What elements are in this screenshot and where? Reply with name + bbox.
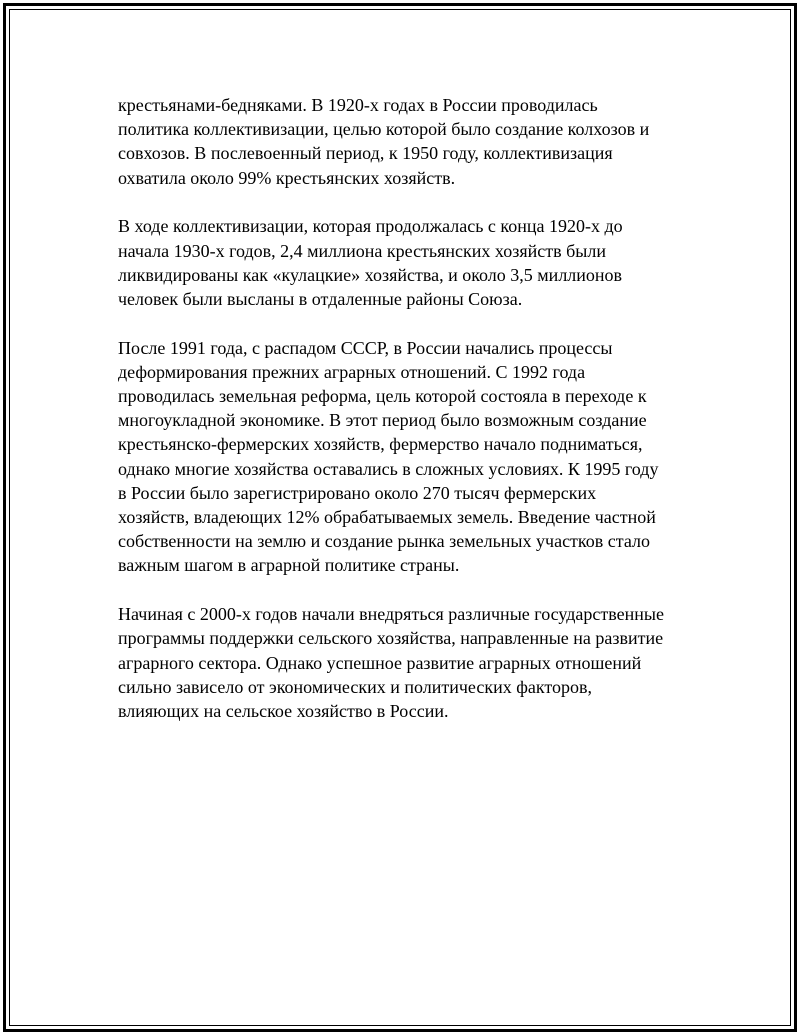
text-line: политика коллективизации, целью которой было создание колхозов и (118, 119, 650, 140)
text-line: сильно зависело от экономических и политических факторов, (118, 676, 593, 697)
text-line: После 1991 года, с распадом СССР, в России начались процессы (118, 337, 613, 358)
text-line: в России было зарегистрировано около 270 тысяч фермерских (118, 482, 597, 503)
text-line: однако многие хозяйства оставались в сложных условиях. К 1995 году (118, 458, 659, 479)
text-line: Начиная с 2000-х годов начали внедряться различные государственные (118, 604, 665, 625)
paragraph-2 (118, 214, 708, 311)
text-line: деформирования прежних аграрных отношений. С 1992 года (118, 361, 586, 382)
text-line: программы поддержки сельского хозяйства, направленные на развитие (118, 628, 664, 649)
paragraph-3 (118, 336, 708, 578)
paragraph-4 (118, 602, 708, 723)
text-line: проводилась земельная реформа, цель которой состояла в переходе к (118, 386, 647, 407)
text-line: влияющих на сельское хозяйство в России. (118, 700, 449, 721)
paragraph-1 (118, 93, 708, 190)
text-line: крестьянами-бедняками. В 1920-х годах в России проводилась (118, 95, 598, 115)
text-line: охватила около 99% крестьянских хозяйств. (118, 167, 456, 188)
text-line: важным шагом в аграрной политике страны. (118, 555, 460, 576)
text-line: начала 1930-х годов, 2,4 миллиона крестьянских хозяйств были (118, 240, 606, 261)
text-line: хозяйств, владеющих 12% обрабатываемых земель. Введение частной (118, 507, 656, 528)
document-body (118, 93, 708, 748)
text-line: собственности на землю и создание рынка земельных участков стало (118, 531, 650, 552)
text-line: аграрного сектора. Однако успешное развитие аграрных отношений (118, 652, 642, 673)
text-line: человек были высланы в отдаленные районы Союза. (118, 288, 523, 309)
text-line: В ходе коллективизации, которая продолжалась с конца 1920-х до (118, 216, 623, 237)
text-line: совхозов. В послевоенный период, к 1950 году, коллективизация (118, 143, 613, 164)
text-line: ликвидированы как «кулацкие» хозяйства, и около 3,5 миллионов (118, 264, 623, 285)
text-line: крестьянско-фермерских хозяйств, фермерство начало подниматься, (118, 434, 643, 455)
text-line: многоукладной экономике. В этот период было возможным создание (118, 410, 647, 431)
